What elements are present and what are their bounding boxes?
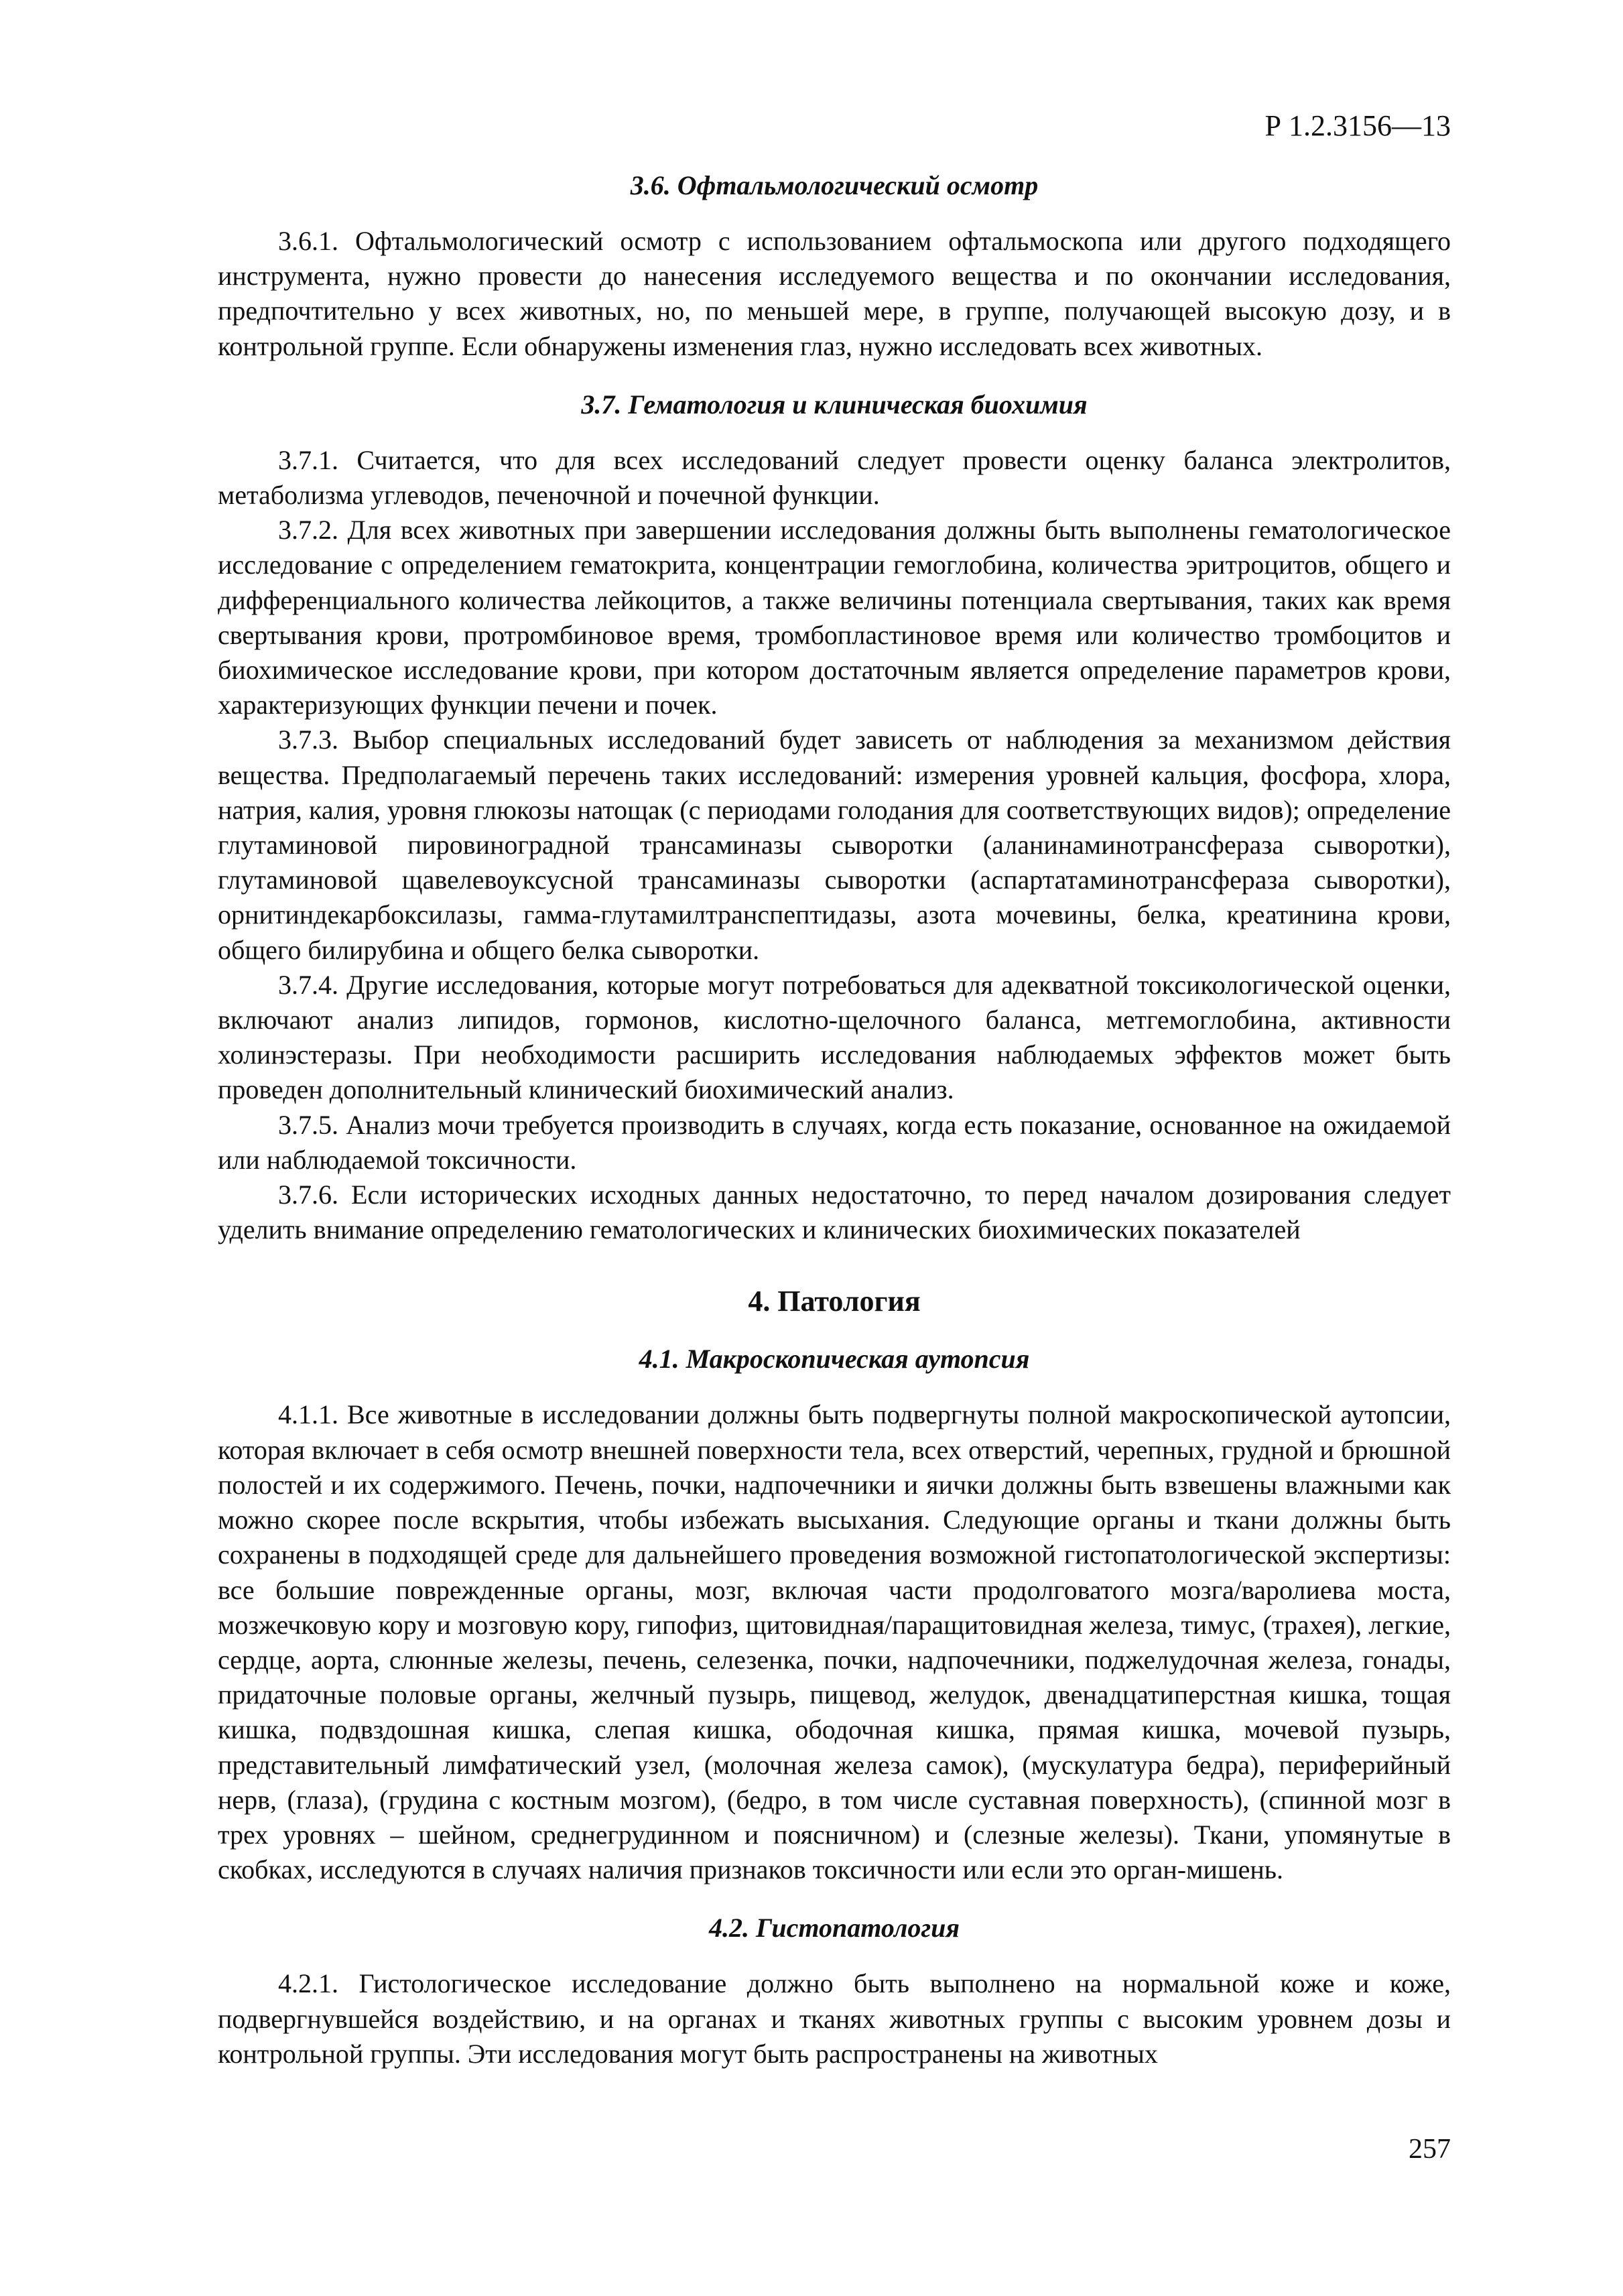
paragraph-4-1-1: 4.1.1. Все животные в исследовании должны быть подвергнуты полной макроскопической аутопсии, которая включает в себя осмотр внешней поверхности тела, всех отверстий, черепных, грудной и брюшной полостей и их содержимого. Печень, почки, надпочечники и яички должны быть взвешены влажными как можно скорее после вскрытия, чтобы избежать высыхания. Следующие органы и ткани должны быть сохранены в подходящей среде для дальнейшего проведения возможной гистопатологической экспертизы: все большие поврежденные органы, мозг, включая части продолговатого мозга/варолиева моста, мозжечковую кору и мозговую кору, гипофиз, щитовидная/паращитовидная железа, тимус, (трахея), легкие, сердце, аорта, слюнные железы, печень, селезенка, почки, надпочечники, поджелудочная железа, гонады, придаточные половые органы, желчный пузырь, пищевод, желудок, двенадцатиперстная кишка, тощая кишка, подвздошная кишка, слепая кишка, ободочная кишка, прямая кишка, мочевой пузырь, представительный лимфатический узел, (молочная железа самок), (мускулатура бедра), периферийный нерв, (глаза), (грудина с костным мозгом), (бедро, в том числе суставная поверхность), (спинной мозг в трех уровнях – шейном, среднегрудинном и поясничном) и (слезные железы). Ткани, упомянутые в скобках, исследуются в случаях наличия признаков токсичности или если это орган-мишень. (218, 1399, 1451, 1885)
paragraph-4-2-1: 4.2.1. Гистологическое исследование должно быть выполнено на нормальной коже и коже, подвергнувшейся воздействию, и на органах и тканях животных группы с высоким уровнем дозы и контрольной группы. Эти исследования могут быть распространены на животных (218, 1968, 1451, 2069)
section-4-heading: 4. Патология (748, 1285, 921, 1318)
section-3-7-heading: 3.7. Гематология и клиническая биохимия (581, 389, 1088, 420)
document-body (218, 168, 1451, 2071)
paragraph-3-6-1: 3.6.1. Офтальмологический осмотр с использованием офтальмоскопа или другого подходящего инструмента, нужно провести до нанесения исследуемого вещества и по окончании исследования, предпочтительно у всех животных, но, по меньшей мере, в группе, получающей высокую дозу, и в контрольной группе. Если обнаружены изменения глаз, нужно исследовать всех животных. (218, 226, 1451, 361)
document-page (218, 107, 1451, 2252)
paragraph-3-7-2: 3.7.2. Для всех животных при завершении исследования должны быть выполнены гематологическое исследование с определением гематокрита, концентрации гемоглобина, количества эритроцитов, общего и дифференциального количества лейкоцитов, а также величины потенциала свертывания, таких как время свертывания крови, протромбиновое время, тромбопластиновое время или количество тромбоцитов и биохимическое исследование крови, при котором достаточным является определение параметров крови, характеризующих функции печени и почек. (218, 515, 1451, 720)
page-number: 257 (1409, 2134, 1451, 2165)
document-code: Р 1.2.3156—13 (1264, 109, 1451, 142)
section-4-2-heading: 4.2. Гистопатология (709, 1913, 960, 1943)
section-3-6-heading: 3.6. Офтальмологический осмотр (630, 170, 1039, 200)
paragraph-3-7-5: 3.7.5. Анализ мочи требуется производить в случаях, когда есть показание, основанное на ожидаемой или наблюдаемой токсичности. (218, 1109, 1451, 1175)
paragraph-3-7-1: 3.7.1. Считается, что для всех исследований следует провести оценку баланса электролитов, метаболизма углеводов, печеночной и почечной функции. (218, 444, 1451, 511)
paragraph-3-7-6: 3.7.6. Если исторических исходных данных недостаточно, то перед началом дозирования следует уделить внимание определению гематологических и клинических биохимических показателей (218, 1179, 1451, 1245)
section-4-1-heading: 4.1. Макроскопическая аутопсия (639, 1344, 1030, 1375)
paragraph-3-7-4: 3.7.4. Другие исследования, которые могут потребоваться для адекватной токсикологической оценки, включают анализ липидов, гормонов, кислотно-щелочного баланса, метгемоглобина, активности холинэстеразы. При необходимости расширить исследования наблюдаемых эффектов может быть проведен дополнительный клинический биохимический анализ. (218, 969, 1451, 1105)
paragraph-3-7-3: 3.7.3. Выбор специальных исследований будет зависеть от наблюдения за механизмом действия вещества. Предполагаемый перечень таких исследований: измерения уровней кальция, фосфора, хлора, натрия, калия, уровня глюкозы натощак (с периодами голодания для соответствующих видов); определение глутаминовой пировиноградной трансаминазы сыворотки (аланинаминотрансфераза сыворотки), глутаминовой щавелевоуксусной трансаминазы сыворотки (аспартатаминотрансфераза сыворотки), орнитиндекарбоксилазы, гамма-глутамилтранспептидазы, азота мочевины, белка, креатинина крови, общего билирубина и общего белка сыворотки. (218, 724, 1451, 965)
